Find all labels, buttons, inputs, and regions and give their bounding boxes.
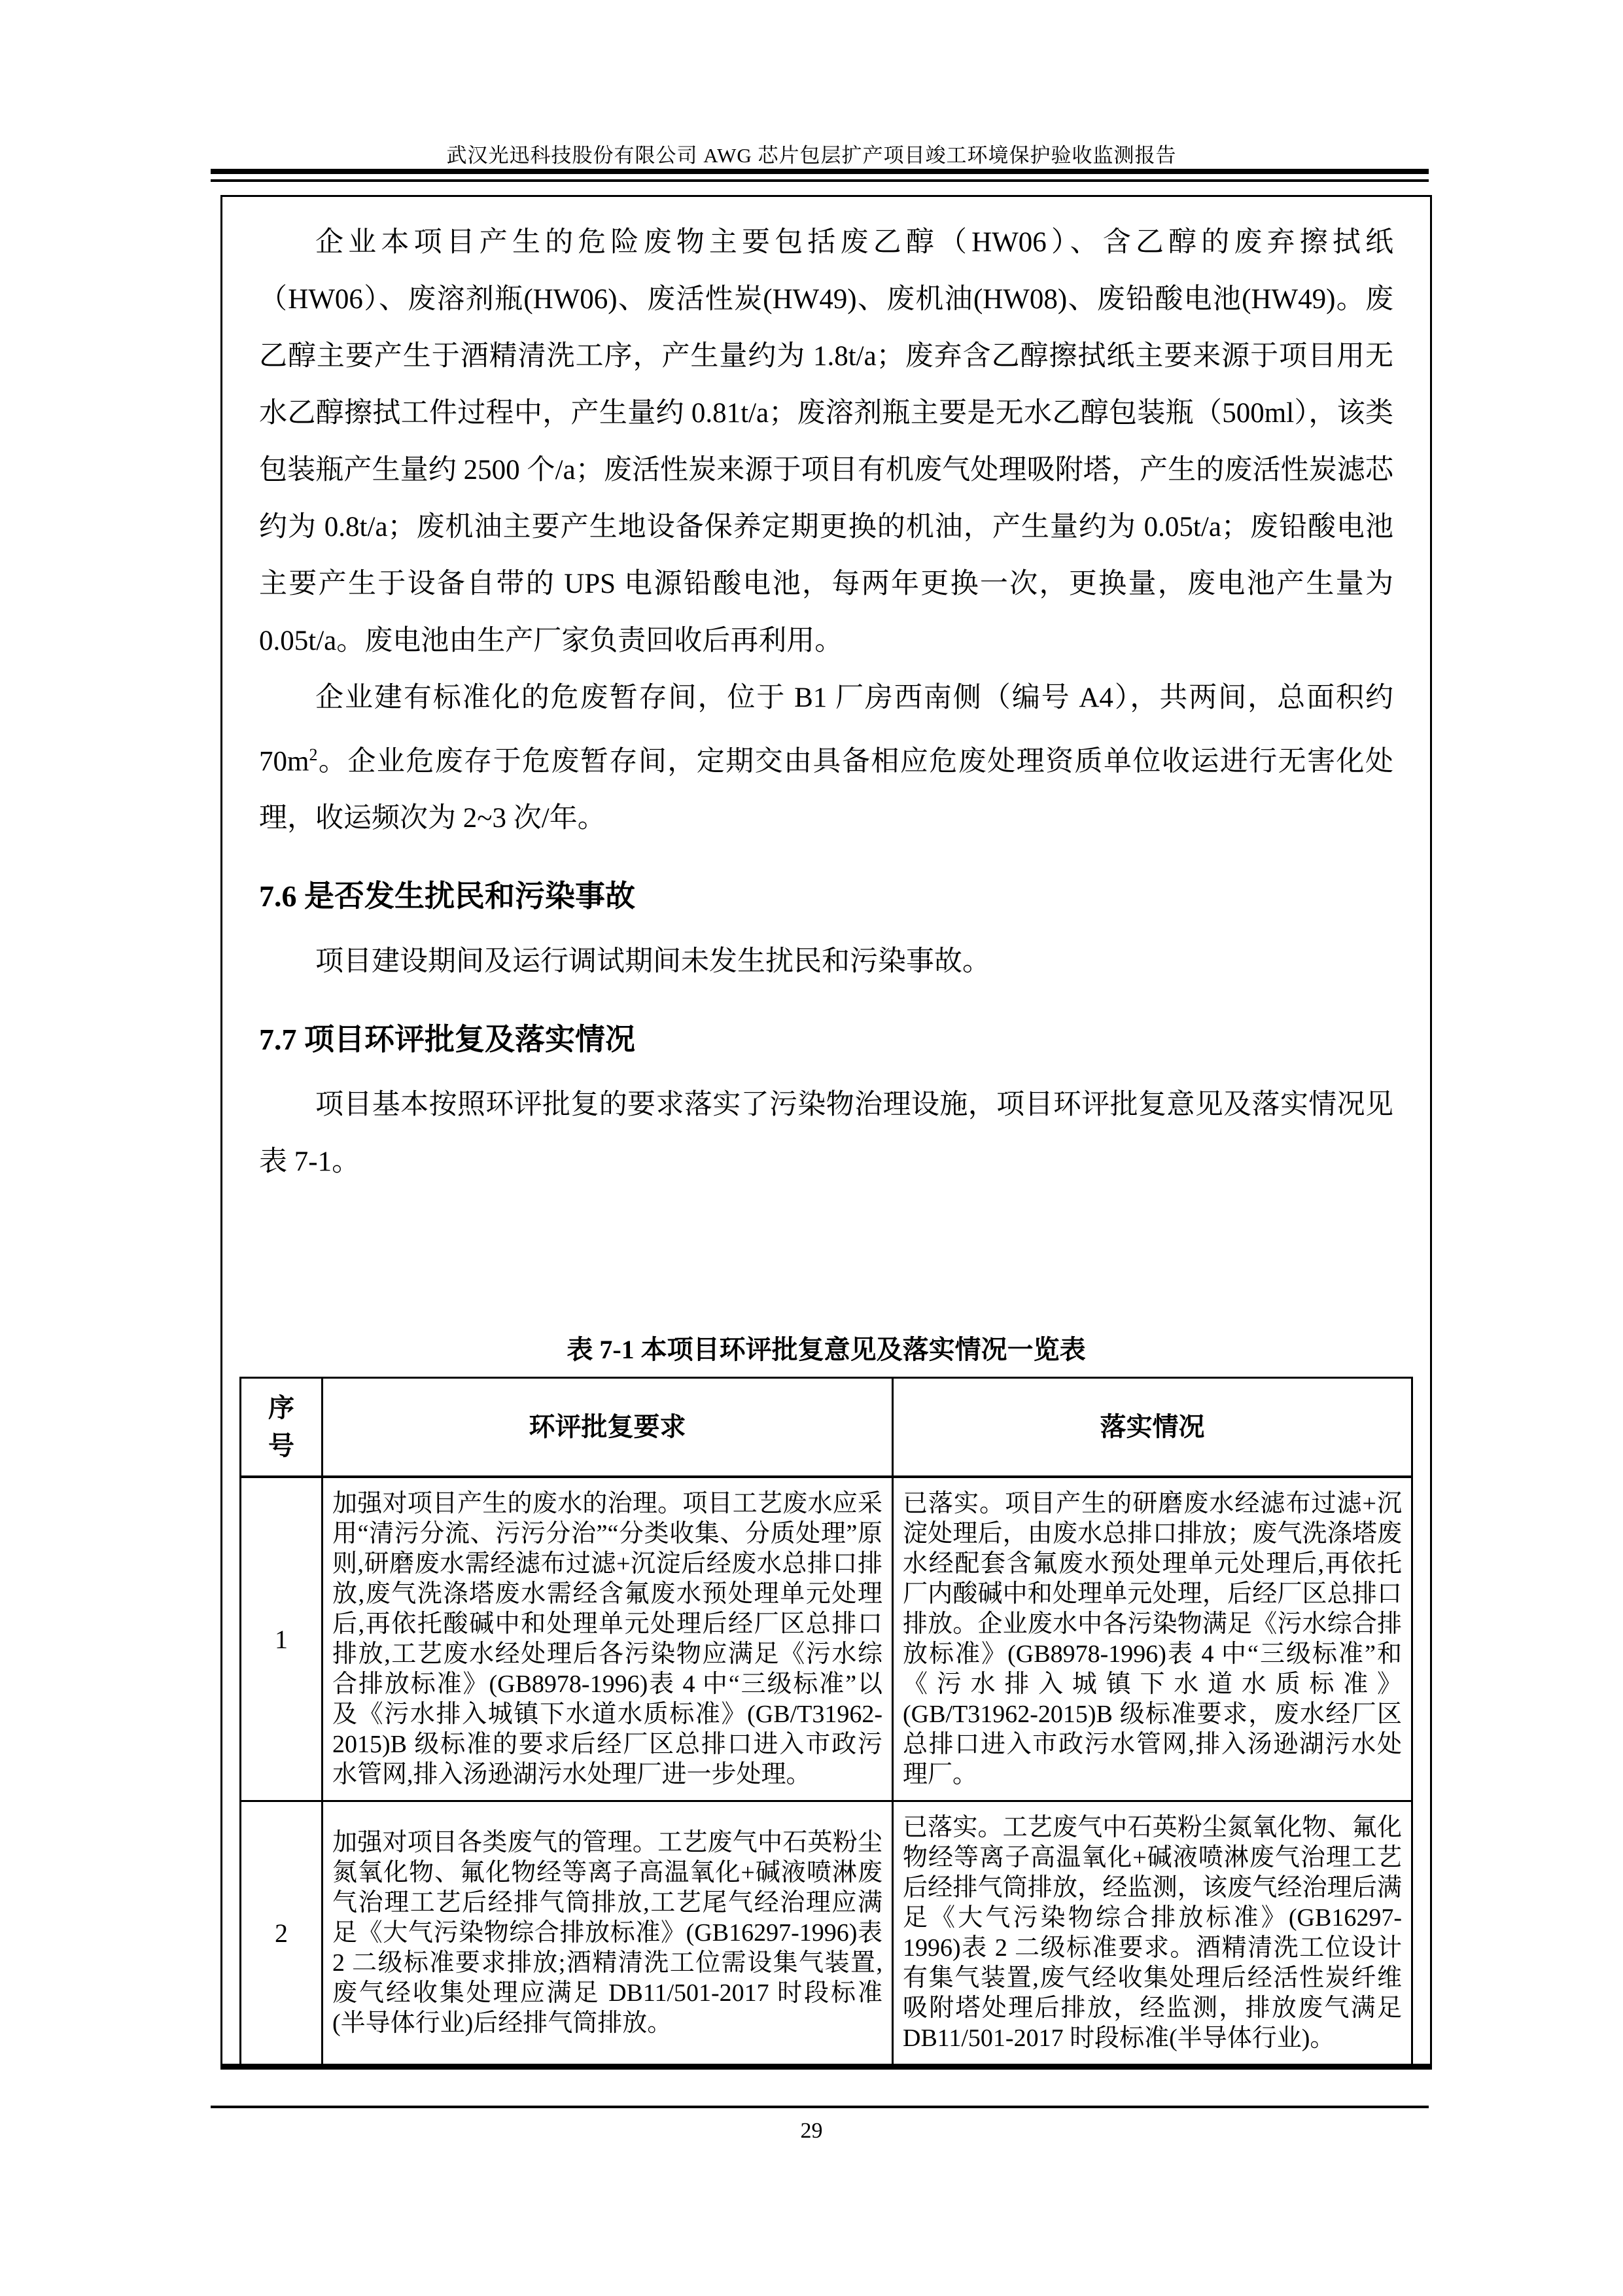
paragraph-7-7 <box>259 1076 1393 1190</box>
table-row <box>241 1801 1412 2064</box>
row2-requirement: 加强对项目各类废气的管理。工艺废气中石英粉尘氮氧化物、氟化物经等离子高温氧化+碱液喷淋废气治理工艺后经排气筒排放,工艺尾气经治理应满足《大气污染物综合排放标准》(GB16297-1996)表 2 二级标准要求排放;酒精清洗工位需设集气装置,废气经收集处理应满足 DB11/501-2017 时段标准(半导体行业)后经排气筒排放。 <box>323 1801 893 2064</box>
row2-implementation: 已落实。工艺废气中石英粉尘氮氧化物、氟化物经等离子高温氧化+碱液喷淋废气治理工艺后经排气筒排放，经监测，该废气经治理后满足《大气污染物综合排放标准》(GB16297-1996)表 2 二级标准要求。酒精清洗工位设计有集气装置,废气经收集处理后经活性炭纤维吸附塔处理后排放，经监测，排放废气满足 DB11/501-2017 时段标准(半导体行业)。 <box>893 1801 1412 2064</box>
row2-no: 2 <box>241 1801 323 2064</box>
row1-implementation: 已落实。项目产生的研磨废水经滤布过滤+沉淀处理后，由废水总排口排放；废气洗涤塔废水经配套含氟废水预处理单元处理后,再依托厂内酸碱中和处理单元处理，后经厂区总排口排放。企业废水中各污染物满足《污水综合排放标准》(GB8978-1996)表 4 中“三级标准”和《污水排入城镇下水道水质标准》(GB/T31962-2015)B 级标准要求，废水经厂区总排口进入市政污水管网,排入汤逊湖污水处理厂。 <box>893 1477 1412 1801</box>
paragraph-storage-room-pre: 企业建有标准化的危废暂存间，位于 B1 厂房西南侧（编号 A4），共两间，总面积约 70m <box>259 682 1393 777</box>
table-header-row <box>241 1378 1412 1477</box>
square-meter-superscript: 2 <box>309 745 318 764</box>
page-header-title: 武汉光迅科技股份有限公司 AWG 芯片包层扩产项目竣工环境保护验收监测报告 <box>446 144 1177 167</box>
paragraph-hazardous-waste-text: 企业本项目产生的危险废物主要包括废乙醇（HW06）、含乙醇的废弃擦拭纸（HW06）、废溶剂瓶(HW06)、废活性炭(HW49)、废机油(HW08)、废铅酸电池(HW49)。废乙醇主要产生于酒精清洗工序，产生量约为 1.8t/a；废弃含乙醇擦拭纸主要来源于项目用无水乙醇擦拭工件过程中，产生量约 0.81t/a；废溶剂瓶主要是无水乙醇包装瓶（500ml），该类包装瓶产生量约 2500 个/a；废活性炭来源于项目有机废气处理吸附塔，产生的废活性炭滤芯约为 0.8t/a；废机油主要产生地设备保养定期更换的机油，产生量约为 0.05t/a；废铅酸电池主要产生于设备自带的 UPS 电源铅酸电池，每两年更换一次，更换量，废电池产生量为 0.05t/a。废电池由生产厂家负责回收后再利用。 <box>259 227 1393 656</box>
table-row <box>241 1477 1412 1801</box>
table-7-1-caption: 表 7-1 本项目环评批复意见及落实情况一览表 <box>567 1335 1086 1364</box>
table-header-no-label: 序号 <box>268 1393 294 1460</box>
table-header-requirement: 环评批复要求 <box>323 1378 893 1477</box>
paragraph-7-6-text: 项目建设期间及运行调试期间未发生扰民和污染事故。 <box>315 946 990 978</box>
table-header-implementation: 落实情况 <box>893 1378 1412 1477</box>
table-header-no <box>241 1378 323 1477</box>
row1-requirement: 加强对项目产生的废水的治理。项目工艺废水应采用“清污分流、污污分治”“分类收集、分质处理”原则,研磨废水需经滤布过滤+沉淀后经废水总排口排放,废气洗涤塔废水需经含氟废水预处理单元处理后,再依托酸碱中和处理单元处理后经厂区总排口排放,工艺废水经处理后各污染物应满足《污水综合排放标准》(GB8978-1996)表 4 中“三级标准”以及《污水排入城镇下水道水质标准》(GB/T31962-2015)B 级标准的要求后经厂区总排口进入市政污水管网,排入汤逊湖污水处理厂进一步处理。 <box>323 1477 893 1801</box>
paragraph-7-7-text: 项目基本按照环评批复的要求落实了污染物治理设施，项目环评批复意见及落实情况见表 7-1。 <box>259 1089 1393 1178</box>
footer-rule <box>211 2106 1429 2108</box>
paragraph-7-6 <box>259 933 1393 990</box>
content-frame <box>220 195 1432 2070</box>
section-heading-7-7: 7.7 项目环评批复及落实情况 <box>259 1023 635 1057</box>
page-number: 29 <box>800 2119 823 2143</box>
paragraph-storage-room-post: 。企业危废存于危废暂存间，定期交由具备相应危废处理资质单位收运进行无害化处理，收运频次为 2~3 次/年。 <box>259 746 1393 834</box>
row1-no: 1 <box>241 1477 323 1801</box>
paragraph-storage-room <box>259 669 1393 847</box>
header-double-rule <box>211 169 1429 182</box>
table-7-1 <box>239 1377 1413 2064</box>
paragraph-hazardous-waste <box>259 214 1393 669</box>
table-7-1-wrapper <box>239 1332 1413 2064</box>
section-heading-7-6: 7.6 是否发生扰民和污染事故 <box>259 879 635 913</box>
